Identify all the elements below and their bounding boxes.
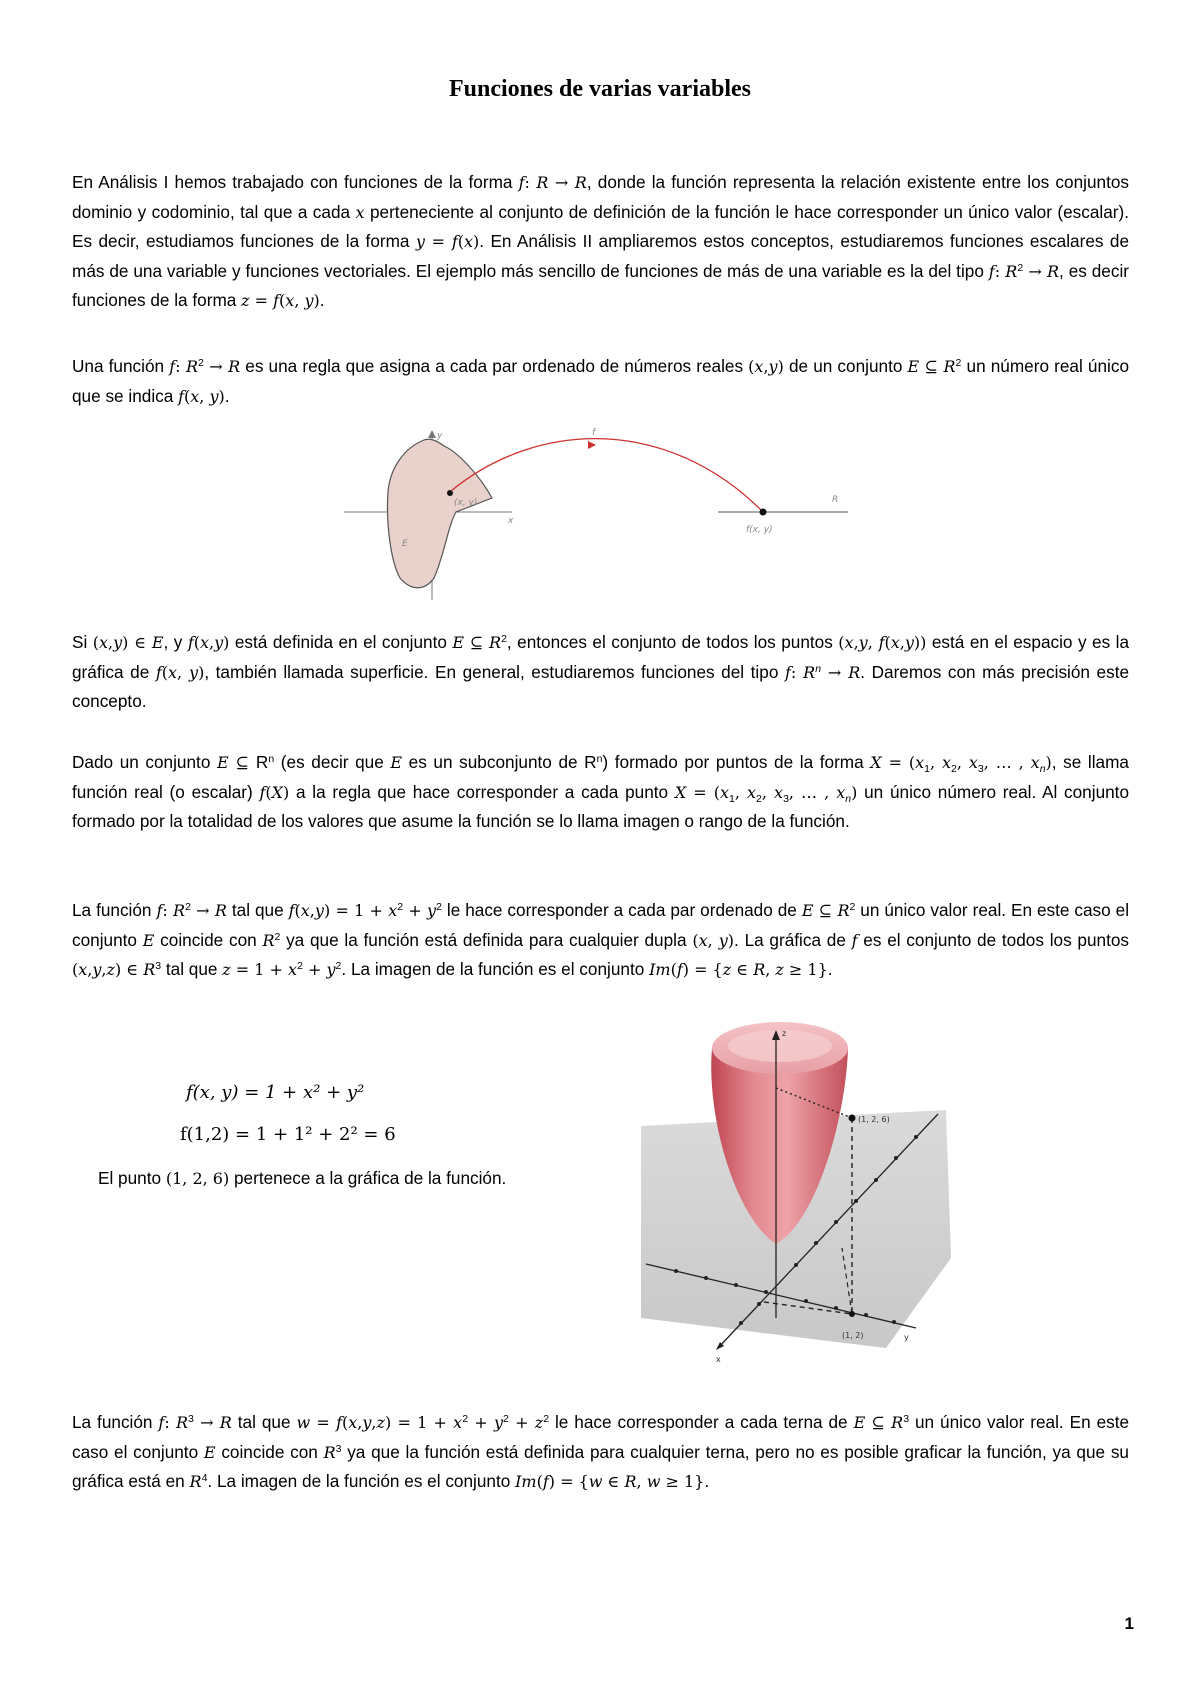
text-run: . La imagen de la función es el conjunto (341, 959, 650, 979)
x-axis-label: x (508, 516, 514, 526)
text-run: de un conjunto (783, 356, 908, 376)
x-axis-label-3d: x (716, 1355, 721, 1363)
text-run: un número real único que se indica (72, 356, 1130, 406)
text-run: un único número real. Al conjunto formado por la totalidad de los valores que asume la función se lo llama imagen o rango de la función. (72, 781, 1130, 831)
z-axis-label: z (782, 1029, 787, 1038)
text-run: (es decir que (274, 752, 391, 772)
paraboloid-figure (636, 1018, 966, 1363)
text-run: tal que (231, 1412, 297, 1432)
paragraph-intro: En Análisis I hemos trabajado con funciones de la forma f: R → R, donde la función representa la relación existente entre los conjuntos dominio y codominio, tal que a cada x perteneciente al conjunto de definición de la función le hace corresponder un único valor (escalar). Es decir, estudiamos funciones de la forma y = f(x). En Análisis II ampliaremos estos conceptos, estudiaremos funciones escalares de más de una variable y funciones vectoriales. El ejemplo más sencillo de funciones de más de una variable es la del tipo f: $R^2 \to R$, es decir funciones de la forma z = f(x, y). (72, 172, 1130, 310)
text-run: Si (72, 632, 93, 652)
text-run: pertenece a la gráfica de la función. (229, 1168, 507, 1188)
text-run: a la regla que hace corresponder a cada punto (289, 781, 675, 802)
text-run: coincide con (215, 1441, 324, 1462)
text-run: le hace corresponder a cada par ordenado de (441, 900, 802, 920)
text-run: , entonces el conjunto de todos los puntos (506, 632, 839, 652)
text-run: . (704, 1471, 710, 1491)
example-caption (98, 1162, 518, 1195)
text-run: está definida en el conjunto (229, 632, 453, 652)
domain-region-E (388, 439, 493, 588)
text-run: En Análisis I hemos trabajado con funciones de la forma (72, 172, 519, 192)
text-run: , y (163, 632, 188, 652)
text-run: . (224, 385, 230, 406)
domain-point-label: (x, y) (454, 498, 478, 508)
text-run: El punto (98, 1168, 166, 1188)
text-run: tal que (161, 959, 223, 979)
text-run: coincide con (154, 929, 263, 950)
surface-point (849, 1115, 856, 1122)
set-label: E (402, 539, 408, 549)
text-run: es un subconjunto de (402, 752, 585, 772)
y-axis-label-3d: y (904, 1333, 909, 1342)
text-run: perteneciente al conjunto de definición de la función le hace corresponder un único valor (escalar). Es decir, estudiamos funciones de la forma (72, 201, 1129, 251)
text-run: La función (72, 1412, 159, 1432)
y-axis-arrow-icon (428, 430, 436, 438)
y-axis-label: y (437, 431, 443, 441)
text-run: , donde la función representa la relación existente entre los conjuntos dominio y codominio, tal que a cada (72, 172, 1129, 222)
text-run: Una función (72, 356, 170, 376)
text-run: . La gráfica de (734, 929, 852, 950)
text-run: ya que la función está definida para cualquier terna, pero no es posible graficar la función, ya que su gráfica está en (72, 1441, 1129, 1491)
mapping-arrow (451, 439, 763, 512)
text-run: Dado un conjunto (72, 752, 217, 772)
page-title: Funciones de varias variables (448, 76, 751, 102)
text-run: . Daremos con más precisión este concepto. (72, 661, 1130, 711)
base-point (849, 1311, 855, 1317)
text-run: . (319, 290, 325, 310)
image-point (760, 509, 767, 516)
text-run: , se llama función real (o escalar) (72, 752, 1129, 802)
base-point-label: (1, 2) (842, 1331, 864, 1340)
text-run: . En Análisis II ampliaremos estos conceptos, estudiaremos funciones escalares de más de una variable y funciones vectoriales. El ejemplo más sencillo de funciones de más de una variable es la del tipo (72, 231, 1130, 281)
text-run: , también llamada superficie. En general, estudiaremos funciones del tipo (204, 661, 785, 682)
text-run: es el conjunto de todos los puntos (857, 929, 1130, 950)
text-run: le hace corresponder a cada terna de (549, 1412, 854, 1432)
point-coordinates: (1, 2, 6) (165, 1169, 230, 1188)
real-line-label: R (832, 495, 839, 505)
arrow-label: f (592, 428, 596, 438)
text-run: un único valor real. En este caso el conjunto (72, 1412, 1130, 1462)
text-run: es una regla que asigna a cada par ordenado de números reales (240, 356, 749, 376)
surface-point-label: (1, 2, 6) (858, 1115, 890, 1124)
mapping-diagram (340, 428, 860, 608)
text-run: . (827, 959, 833, 979)
paragraph-real-function: Dado un conjunto E ⊆ $R^n$ (es decir que E es un subconjunto de $R^n$) formado por puntos de la forma $X = (x_1$, $x_2$, $x_3$, … , $x_n$), se llama función real (o escalar) f(X) a la regla que hace corresponder a cada punto $X = (x_1$, $x_2$, $x_3$, … , $x_n$) un único número real. Al conjunto formado por la totalidad de los valores que asume la función se lo llama imagen o rango de la función. (72, 752, 1130, 831)
text-run: , es decir funciones de la forma (72, 260, 1130, 310)
page-number: 1 (1124, 1614, 1134, 1633)
text-run: ) formado por puntos de la forma (602, 752, 871, 772)
paragraph-example-2var: La función f: $R^2 \to R$ tal que $f(x,y) = 1 + x^2 + y^2$ le hace corresponder a cada par ordenado de E ⊆ $R^2$ un único valor real. En este caso el conjunto E coincide con $R^2$ ya que la función está definida para cualquier dupla (x, y). La gráfica de f es el conjunto de todos los puntos (x,y,z) ∈ $R^3$ tal que $z = 1 + x^2 + y^2$. La imagen de la función es el conjunto Im(f) = {z ∈ R, z ≥ 1}. (72, 900, 1130, 979)
text-run: tal que (226, 900, 289, 920)
paragraph-definition: Una función f: $R^2 \to R$ es una regla que asigna a cada par ordenado de números reales (x,y) de un conjunto E ⊆ $R^2$ un número real único que se indica f(x, y). (72, 356, 1130, 406)
text-run: ya que la función está definida para cualquier dupla (280, 929, 693, 950)
text-run: un único valor real. En este caso el conjunto (72, 900, 1130, 950)
formula-evaluation: f(1,2) = 1 + 1² + 2² = 6 (180, 1124, 396, 1145)
paragraph-graph: Si (x,y) ∈ E, y f(x,y) está definida en el conjunto E ⊆ $R^2$, entonces el conjunto de todos los puntos (x,y, f(x,y)) está en el espacio y es la gráfica de f(x, y), también llamada superficie. En general, estudiaremos funciones del tipo f: $R^n \to R$. Daremos con más precisión este concepto. (72, 632, 1130, 711)
text-run: . La imagen de la función es el conjunto (207, 1471, 516, 1491)
text-run: está en el espacio y es la gráfica de (72, 632, 1130, 682)
text-run: La función (72, 900, 157, 920)
image-point-label: f(x, y) (746, 525, 773, 535)
arrow-head-icon (588, 441, 596, 449)
paragraph-example-3var: La función f: $R^3 \to R$ tal que $w = f(x,y,z) = 1 + x^2 + y^2 + z^2$ le hace corresponder a cada terna de E ⊆ $R^3$ un único valor real. En este caso el conjunto E coincide con $R^3$ ya que la función está definida para cualquier terna, pero no es posible graficar la función, ya que su gráfica está en $R^4$. La imagen de la función es el conjunto Im(f) = {w ∈ R, w ≥ 1}. (72, 1412, 1130, 1491)
formula-definition: f(x, y) = 1 + x² + y² (186, 1082, 365, 1103)
